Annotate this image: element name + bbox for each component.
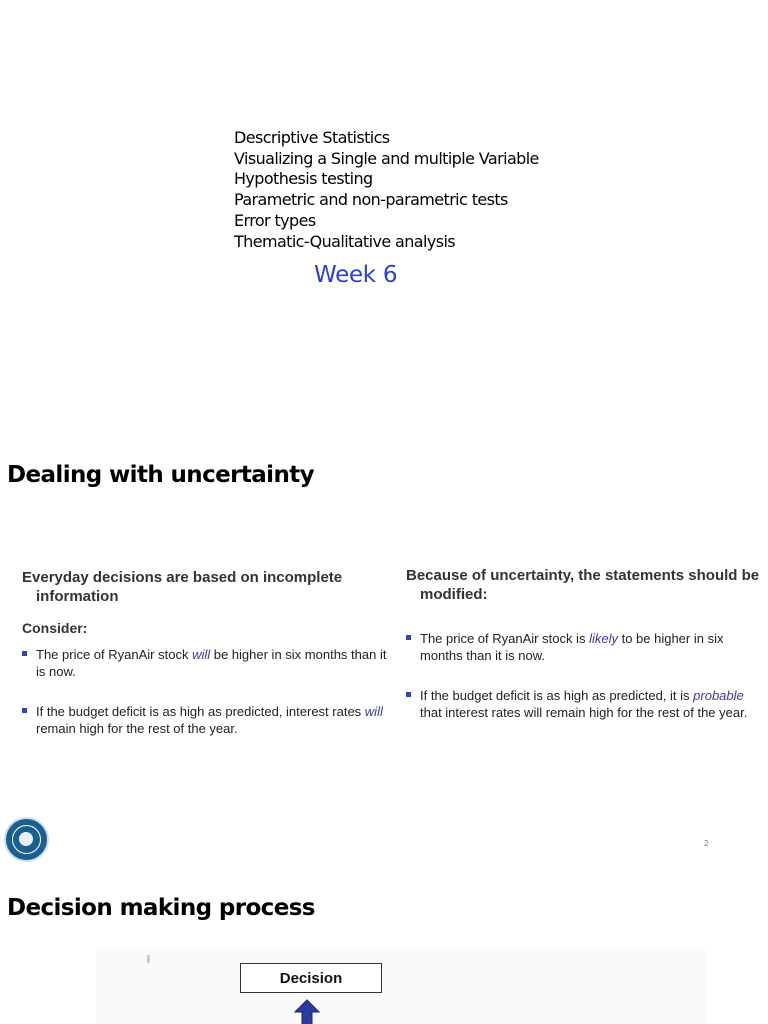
left-heading: Everyday decisions are based on incomplete information (22, 569, 343, 605)
bullet-square-icon (22, 708, 27, 713)
bullet-square-icon (22, 651, 27, 656)
bullet-square-icon (406, 692, 411, 697)
bullet-text: remain high for the rest of the year. (36, 721, 238, 736)
topic-item: Error types (234, 210, 316, 230)
topic-item: Parametric and non-parametric tests (234, 190, 508, 210)
bullet-text: The price of RyanAir stock (36, 647, 193, 662)
highlight-word: probable (693, 688, 744, 703)
list-item (22, 703, 392, 737)
list-item (406, 630, 760, 664)
right-heading: Because of uncertainty, the statements should be modified: (406, 567, 760, 603)
list-item (22, 646, 392, 680)
topic-item: Hypothesis testing (234, 169, 373, 189)
highlight-word: will (192, 647, 211, 662)
highlight-word: will (364, 704, 383, 719)
right-column (406, 566, 760, 744)
arrow-up-icon (294, 999, 320, 1024)
bullet-square-icon (406, 635, 411, 640)
topic-item: Thematic-Qualitative analysis (234, 231, 456, 251)
slide-title: Decision making process (7, 895, 315, 921)
topic-item: Descriptive Statistics (234, 128, 390, 147)
bullet-text: If the budget deficit is as high as predicted, interest rates (36, 704, 365, 719)
flowchart-panel (96, 949, 706, 1024)
bullet-text: to be higher in six months than it is now. (420, 631, 724, 663)
decision-box: Decision (240, 963, 382, 993)
right-bullet-list (406, 630, 760, 721)
left-bullet-list (22, 646, 392, 737)
decision-process-slide (0, 885, 768, 1024)
university-seal-icon (4, 817, 49, 862)
week-title: Week 6 (314, 262, 398, 288)
bullet-text: If the budget deficit is as high as predicted, it is (420, 688, 694, 703)
bullet-text: The price of RyanAir stock is (420, 631, 590, 646)
divider (147, 955, 150, 963)
bullet-text: that interest rates will remain high for the rest of the year. (420, 705, 748, 720)
slide-title: Dealing with uncertainty (7, 462, 315, 488)
title-slide (0, 0, 768, 420)
left-column (22, 568, 392, 760)
uncertainty-slide (0, 420, 768, 885)
highlight-word: likely (589, 631, 618, 646)
topic-item: Visualizing a Single and multiple Variable (234, 148, 539, 168)
consider-label: Consider: (22, 620, 88, 636)
topic-list (234, 128, 539, 252)
list-item (406, 687, 760, 721)
page-number: 2 (704, 839, 709, 848)
bullet-text: be higher in six months than it is now. (36, 647, 387, 679)
